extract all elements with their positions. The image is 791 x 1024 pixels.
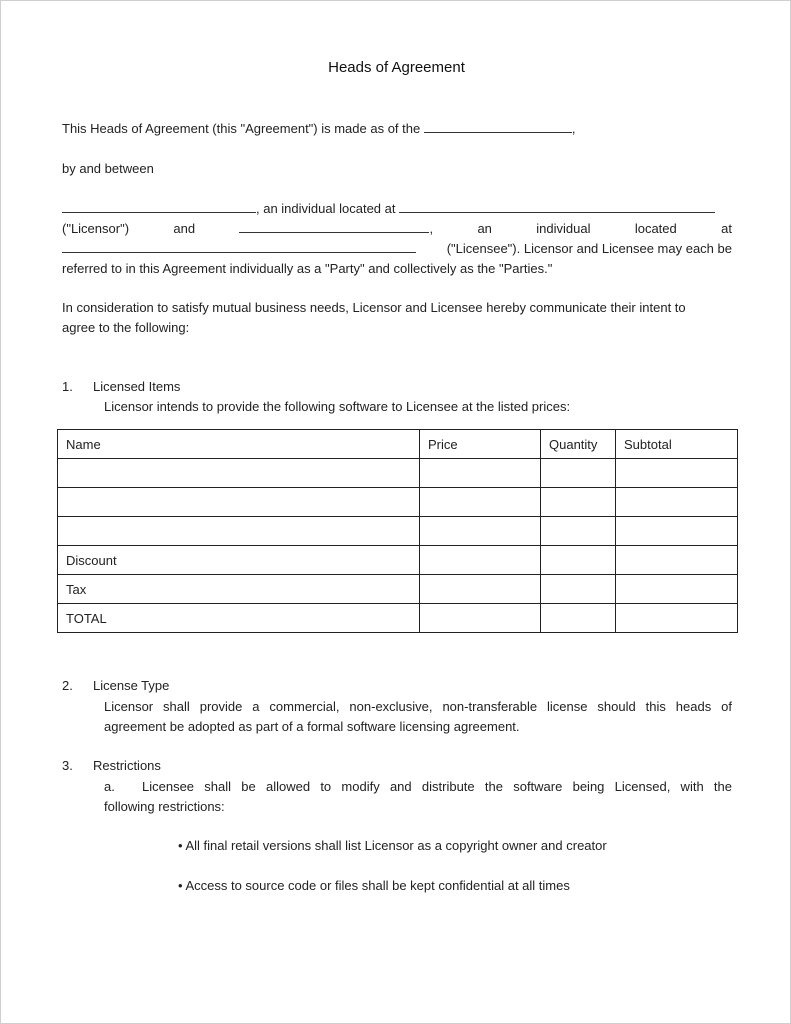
header-name: Name — [58, 430, 420, 459]
individual-text: individual — [536, 221, 591, 236]
quantity-cell[interactable] — [541, 546, 616, 575]
table-row — [58, 488, 738, 517]
at-text: at — [721, 221, 732, 236]
price-cell[interactable] — [420, 604, 541, 633]
section-1-title: Licensed Items — [93, 379, 181, 394]
licensee-address-line — [62, 239, 732, 259]
referred-line: referred to in this Agreement individually as a "Party" and collectively as the "Parties." — [62, 261, 553, 276]
section-1-number: 1. — [62, 379, 73, 394]
section-2-title: License Type — [93, 678, 170, 693]
quantity-cell[interactable] — [541, 488, 616, 517]
licensor-name-blank[interactable] — [62, 199, 256, 213]
licensor-line — [62, 199, 732, 219]
consideration-line-1: In consideration to satisfy mutual business needs, Licensor and Licensee hereby communicate their intent to — [62, 300, 686, 315]
section-2-text-line-1: Licensor shall provide a commercial, non-exclusive, non-transferable license should this heads of — [104, 699, 732, 714]
comma: , — [571, 121, 576, 136]
section-3-number: 3. — [62, 758, 73, 773]
licensee-address-blank[interactable] — [62, 239, 416, 253]
discount-row — [58, 546, 738, 575]
and-text: and — [173, 221, 196, 236]
date-blank[interactable] — [424, 119, 572, 133]
intro-paragraph — [62, 119, 732, 139]
subtotal-cell[interactable] — [616, 459, 738, 488]
header-price: Price — [420, 430, 541, 459]
individual-located-text: , an individual located at — [256, 201, 396, 216]
section-2-text-line-2: agreement be adopted as part of a formal software licensing agreement. — [104, 719, 520, 734]
section-1-text: Licensor intends to provide the following software to Licensee at the listed prices: — [104, 399, 571, 414]
subtotal-cell[interactable] — [616, 546, 738, 575]
section-3-sub-line-1 — [104, 777, 732, 797]
comma: , — [429, 221, 434, 236]
table-header-row — [58, 430, 738, 459]
by-and-between: by and between — [62, 161, 154, 176]
located-text: located — [634, 221, 677, 236]
section-3-sub-line-2: following restrictions: — [104, 799, 225, 814]
licensee-name-blank[interactable] — [239, 219, 429, 233]
subtotal-cell[interactable] — [616, 488, 738, 517]
subtotal-cell[interactable] — [616, 575, 738, 604]
section-2-number: 2. — [62, 678, 73, 693]
licensed-items-table — [57, 429, 738, 633]
sub-marker: a. — [104, 779, 115, 794]
total-row — [58, 604, 738, 633]
name-cell[interactable] — [58, 517, 420, 546]
subtotal-cell[interactable] — [616, 517, 738, 546]
quantity-cell[interactable] — [541, 459, 616, 488]
section-3-title: Restrictions — [93, 758, 161, 773]
quantity-cell[interactable] — [541, 604, 616, 633]
header-quantity: Quantity — [541, 430, 616, 459]
licensee-line — [62, 219, 732, 239]
price-cell[interactable] — [420, 546, 541, 575]
total-label: TOTAL — [58, 604, 420, 633]
name-cell[interactable] — [58, 488, 420, 517]
tax-row — [58, 575, 738, 604]
restriction-bullet-2: • Access to source code or files shall be kept confidential at all times — [178, 878, 570, 893]
quantity-cell[interactable] — [541, 575, 616, 604]
intro-text: This Heads of Agreement (this "Agreement") is made as of the — [62, 121, 421, 136]
quantity-cell[interactable] — [541, 517, 616, 546]
price-cell[interactable] — [420, 459, 541, 488]
tax-label: Tax — [58, 575, 420, 604]
name-cell[interactable] — [58, 459, 420, 488]
licensor-address-blank[interactable] — [399, 199, 715, 213]
document-title: Heads of Agreement — [328, 59, 465, 76]
restriction-bullet-1: • All final retail versions shall list Licensor as a copyright owner and creator — [178, 838, 607, 853]
consideration-line-2: agree to the following: — [62, 320, 190, 335]
price-cell[interactable] — [420, 575, 541, 604]
subtotal-cell[interactable] — [616, 604, 738, 633]
price-cell[interactable] — [420, 517, 541, 546]
header-subtotal: Subtotal — [616, 430, 738, 459]
an-text: an — [477, 221, 492, 236]
table-row — [58, 517, 738, 546]
price-cell[interactable] — [420, 488, 541, 517]
discount-label: Discount — [58, 546, 420, 575]
table-row — [58, 459, 738, 488]
licensor-label: ("Licensor") — [62, 221, 130, 236]
licensee-text: ("Licensee"). Licensor and Licensee may each be — [446, 241, 732, 256]
sub-text-line-1: Licensee shall be allowed to modify and distribute the software being Licensed, with the — [142, 779, 732, 794]
